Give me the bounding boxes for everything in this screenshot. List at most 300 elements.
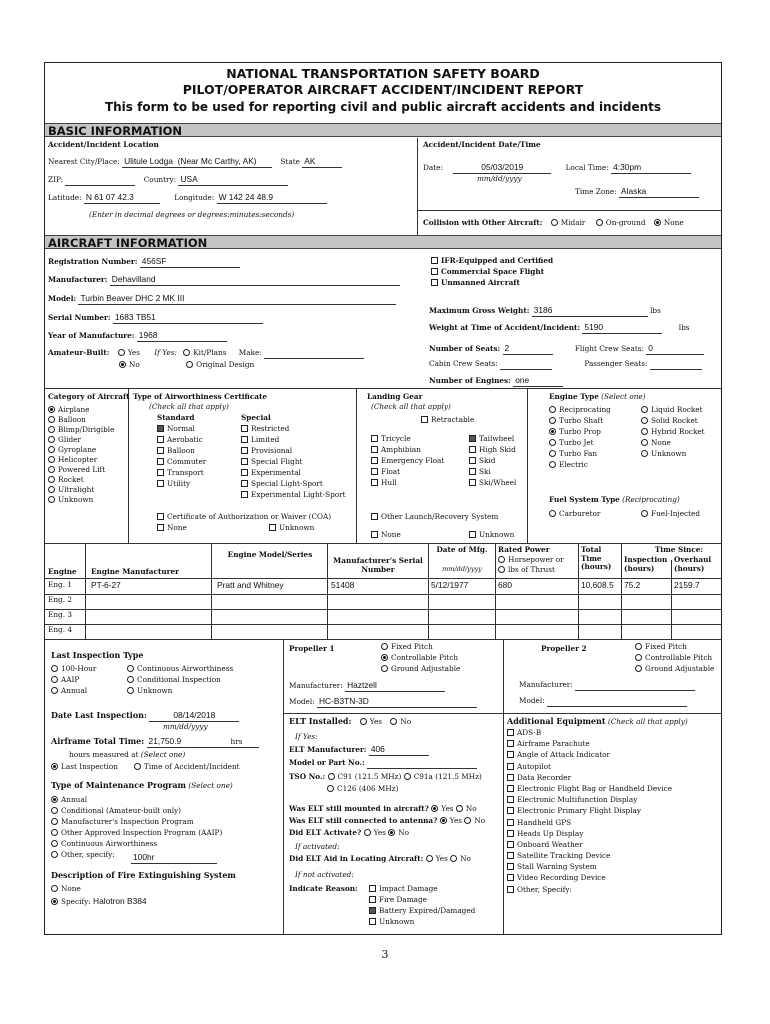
addl-list-stall-warning-system-label: Stall Warning System — [517, 862, 597, 872]
amateur-no-radio[interactable] — [119, 361, 126, 368]
passenger-seats-field[interactable] — [650, 360, 702, 370]
cat-list-rocket-radio[interactable] — [48, 476, 55, 483]
elt-aid-label: Did ELT Aid in Locating Aircraft: — [289, 854, 424, 863]
addl-list-data-recorder-checkbox[interactable] — [507, 774, 514, 781]
spec-list-experimental-light-sport-option[interactable] — [241, 491, 346, 502]
elt-model-field[interactable] — [367, 759, 477, 769]
spec-list-limited-checkbox[interactable] — [241, 436, 248, 443]
maint-list-other-specify-radio[interactable] — [51, 851, 58, 858]
original-design-option[interactable] — [186, 360, 254, 369]
last-inspection-label: Date Last Inspection: — [51, 710, 147, 720]
maint-list-annual-radio[interactable] — [51, 796, 58, 803]
other-launch-option[interactable] — [371, 513, 498, 522]
retractable-checkbox[interactable] — [421, 416, 428, 423]
p2-list-controllable-pitch-label: Controllable Pitch — [645, 653, 713, 662]
year-field[interactable]: 1968 — [137, 331, 227, 342]
gear-l-float-checkbox[interactable] — [371, 468, 378, 475]
engine-row-1-power[interactable]: 680 — [498, 581, 512, 590]
std-list-aerobatic-checkbox[interactable] — [157, 436, 164, 443]
et-col-8 — [671, 560, 672, 639]
reason-list-unknown-checkbox[interactable] — [369, 918, 376, 925]
et-r-solid-rocket-radio[interactable] — [641, 417, 648, 424]
et-head-overhaul: Overhaul (hours) — [674, 556, 712, 573]
et-head-date-format: mm/dd/yyyy — [442, 566, 482, 573]
cert-unknown-option[interactable] — [269, 524, 314, 533]
engine-row-1-insp[interactable]: 75.2 — [624, 581, 641, 590]
elt-aid-no-radio[interactable] — [450, 855, 457, 862]
prop2-mfr-field[interactable] — [575, 681, 695, 691]
elt-aid-yes-radio[interactable] — [426, 855, 433, 862]
et-head-model: Engine Model/Series — [227, 551, 313, 559]
commercial-space-label: Commercial Space Flight — [441, 267, 545, 276]
gear-unknown-checkbox[interactable] — [469, 531, 476, 538]
gear-none-option[interactable] — [371, 531, 401, 540]
gear-r-tailwheel-checkbox[interactable] — [469, 435, 476, 442]
on-ground-label: On-ground — [605, 218, 646, 227]
engines-label: Number of Engines: — [429, 376, 511, 385]
midair-label: Midair — [560, 218, 586, 227]
gear-r-skid-option[interactable] — [469, 457, 516, 468]
lat-field[interactable]: N 61 07 42.3 — [84, 193, 160, 204]
addl-list-other-specify-checkbox[interactable] — [507, 886, 514, 893]
carburetor-radio[interactable] — [549, 510, 556, 517]
date-field[interactable]: 05/03/2019 — [453, 163, 551, 174]
std-list-commuter-checkbox[interactable] — [157, 458, 164, 465]
fire-none-option[interactable] — [51, 885, 81, 894]
city-field[interactable] — [122, 157, 272, 168]
measured-toa-label: Time of Accident/Incident — [143, 762, 240, 771]
airframe-time-field[interactable]: 21,750.9 — [147, 737, 231, 748]
coa-option[interactable] — [157, 513, 331, 522]
et-l-turbo-fan-radio[interactable] — [549, 450, 556, 457]
et-horsepower-label: Horsepower — [508, 556, 554, 564]
et-horsepower-option[interactable] — [498, 556, 564, 565]
amateur-yes-radio[interactable] — [118, 349, 125, 356]
addl-list-other-specify-label: Other, Specify: — [517, 884, 572, 894]
maintenance-title: Type of Maintenance Program — [51, 780, 187, 790]
aircraft-info-band: AIRCRAFT INFORMATION — [45, 235, 721, 249]
std-list-utility-checkbox[interactable] — [157, 480, 164, 487]
elt-aid-yes-label: Yes — [435, 854, 448, 863]
prop2-mfr-row — [519, 681, 695, 691]
unmanned-label: Unmanned Aircraft — [441, 278, 520, 287]
addl-list-video-recording-device-checkbox[interactable] — [507, 874, 514, 881]
cat-list-powered-lift-radio[interactable] — [48, 466, 55, 473]
p1-list-controllable-pitch-label: Controllable Pitch — [391, 653, 459, 662]
elt-connected-yes-radio[interactable] — [440, 817, 447, 824]
amateur-yes-label: Yes — [127, 348, 140, 357]
addl-list-angle-of-attack-indicator-checkbox[interactable] — [507, 751, 514, 758]
gear-l-amphibian-checkbox[interactable] — [371, 446, 378, 453]
cat-list-ultralight-radio[interactable] — [48, 486, 55, 493]
original-design-radio[interactable] — [186, 361, 193, 368]
commercial-space-checkbox[interactable] — [431, 268, 438, 275]
et-horsepower-radio[interactable] — [498, 556, 505, 563]
engine-row-2-eng: Eng. 2 — [48, 596, 72, 604]
other-launch-checkbox[interactable] — [371, 513, 378, 520]
local-time-field[interactable]: 4:30pm — [611, 163, 691, 174]
spec-list-special-light-sport-checkbox[interactable] — [241, 480, 248, 487]
et-l-turbo-prop-radio[interactable] — [549, 428, 556, 435]
spec-list-experimental-checkbox[interactable] — [241, 469, 248, 476]
retractable-option[interactable] — [421, 416, 474, 425]
unmanned-option[interactable] — [431, 279, 520, 288]
fire-specify-value[interactable]: Halotron B384 — [93, 896, 147, 906]
p1-list-ground-adjustable-radio[interactable] — [381, 665, 388, 672]
other-launch-label: Other Launch/Recovery System — [381, 512, 499, 521]
cat-list-balloon-radio[interactable] — [48, 416, 55, 423]
maint-list-manufacturer-s-inspection-program-radio[interactable] — [51, 818, 58, 825]
commercial-space-option[interactable] — [431, 268, 544, 277]
elt-reason-label: Indicate Reason: — [289, 884, 358, 893]
et-r-hybrid-rocket-radio[interactable] — [641, 428, 648, 435]
addl-list-electronic-multifunction-display-label: Electronic Multifunction Display — [517, 795, 638, 805]
state-field[interactable]: AK — [302, 157, 342, 168]
city-label: Nearest City/Place: — [48, 157, 120, 166]
manufacturer-field[interactable]: Dehavilland — [110, 275, 400, 286]
elt-c91a-option[interactable] — [404, 772, 482, 781]
elt-connected-yes-label: Yes — [449, 816, 463, 825]
insp-r-unknown-option[interactable] — [127, 687, 233, 698]
measured-last-radio[interactable] — [51, 763, 58, 770]
elt-mfr-field[interactable]: 406 — [369, 745, 429, 756]
gear-r-ski-wheel-checkbox[interactable] — [469, 479, 476, 486]
prop1-mfr-label: Manufacturer: — [289, 681, 343, 690]
et-l-turbo-prop-label: Turbo Prop — [559, 427, 601, 436]
std-list-transport-label: Transport — [167, 468, 204, 477]
kit-radio[interactable] — [183, 349, 190, 356]
elt-ifactivated: If activated: — [295, 842, 340, 851]
addl-list — [507, 729, 672, 897]
elt-mounted-no-label: No — [465, 804, 477, 813]
insp-l-annual-radio[interactable] — [51, 687, 58, 694]
weight-field[interactable]: 5190 — [582, 323, 662, 334]
measured-toa-option[interactable] — [134, 762, 240, 771]
amateur-no-option[interactable] — [119, 360, 140, 369]
zip-row — [48, 175, 288, 186]
addl-list-autopilot-label: Autopilot — [517, 761, 551, 771]
reason-list-unknown-option[interactable] — [369, 918, 475, 929]
last-inspection-field[interactable]: 08/14/2018 — [149, 711, 239, 722]
prop2-title: Propeller 2 — [541, 644, 587, 653]
on-ground-radio[interactable] — [596, 219, 603, 226]
cat-list-unknown-radio[interactable] — [48, 496, 55, 503]
registration-field[interactable]: 456SF — [140, 257, 240, 268]
addl-list-onboard-weather-checkbox[interactable] — [507, 841, 514, 848]
et-l-turbo-shaft-label: Turbo Shaft — [559, 416, 604, 425]
mgw-field[interactable]: 3186 — [532, 306, 648, 317]
fuel-system-title: Fuel System Type — [549, 495, 620, 504]
addl-list-electronic-flight-bag-or-handheld-device-label: Electronic Flight Bag or Handheld Device — [517, 783, 673, 793]
addl-list-electronic-primary-flight-display-checkbox[interactable] — [507, 807, 514, 814]
gear-l-tricycle-checkbox[interactable] — [371, 435, 378, 442]
elt-c91-option[interactable] — [328, 772, 402, 781]
gear-none-checkbox[interactable] — [371, 531, 378, 538]
reason-list-unknown-label: Unknown — [379, 917, 415, 926]
cat-list-unknown-option[interactable] — [48, 496, 114, 506]
engine-row-1-model[interactable]: Pratt and Whitney — [217, 581, 284, 590]
cert-subtitle: (Check all that apply) — [149, 402, 229, 411]
kit-option[interactable] — [183, 348, 226, 357]
amateur-no-label: No — [129, 360, 140, 369]
maintenance-other-field[interactable]: 100hr — [131, 853, 217, 864]
engine-row-1-ovh[interactable]: 2159.7 — [674, 581, 700, 590]
prop2-model-field[interactable] — [547, 697, 687, 707]
airframe-time-unit: hrs — [231, 738, 259, 748]
amateur-yes-option[interactable] — [118, 348, 140, 357]
insp-r-continuous-airworthiness-radio[interactable] — [127, 665, 134, 672]
gear-r-ski-checkbox[interactable] — [469, 468, 476, 475]
elt-model-label: Model or Part No.: — [289, 758, 365, 767]
et-r-liquid-rocket-radio[interactable] — [641, 406, 648, 413]
cat-list-helicopter-radio[interactable] — [48, 456, 55, 463]
et-r-liquid-rocket-label: Liquid Rocket — [651, 405, 703, 414]
elt-mounted-row — [289, 805, 477, 814]
registration-label: Registration Number: — [48, 257, 138, 266]
insp-r-conditional-inspection-label: Conditional Inspection — [137, 675, 221, 684]
cert-divider — [356, 388, 357, 543]
insp-r-conditional-inspection-radio[interactable] — [127, 676, 134, 683]
fuel-injected-label: Fuel-Injected — [651, 509, 701, 518]
unmanned-checkbox[interactable] — [431, 279, 438, 286]
measured-select-hint: (Select one) — [140, 750, 186, 759]
ifr-checkbox[interactable] — [431, 257, 438, 264]
insp-r-continuous-airworthiness-label: Continuous Airworthiness — [137, 664, 234, 673]
addl-list-handheld-gps-checkbox[interactable] — [507, 819, 514, 826]
insp-l-aaip-label: AAIP — [61, 675, 80, 684]
cert-none-option[interactable] — [157, 524, 187, 533]
cat-list-glider-radio[interactable] — [48, 436, 55, 443]
p1-list-fixed-pitch-radio[interactable] — [381, 643, 388, 650]
et-head-manufacturer: Engine Manufacturer — [91, 568, 179, 576]
et-r-unknown-label: Unknown — [651, 449, 687, 458]
weight-row — [429, 323, 689, 334]
gear-l-hull-checkbox[interactable] — [371, 479, 378, 486]
gear-l-hull-option[interactable] — [371, 479, 444, 490]
prop1-mfr-field[interactable]: Haztzell — [345, 681, 445, 692]
elt-mounted-yes-radio[interactable] — [431, 805, 438, 812]
airframe-time-row — [51, 737, 259, 748]
std-list-normal-checkbox[interactable] — [157, 425, 164, 432]
et-l-turbo-jet-radio[interactable] — [549, 439, 556, 446]
maint-list-other-approved-inspection-program-aaip-radio[interactable] — [51, 829, 58, 836]
spec-list-restricted-checkbox[interactable] — [241, 425, 248, 432]
prop1-model-field[interactable]: HC-B3TN-3D — [317, 697, 477, 708]
p1-list-controllable-pitch-radio[interactable] — [381, 654, 388, 661]
gear-r-high-skid-checkbox[interactable] — [469, 446, 476, 453]
model-field[interactable]: Turbin Beaver DHC 2 MK III — [78, 294, 396, 305]
maint-list-conditional-amateur-built-only-radio[interactable] — [51, 807, 58, 814]
elt-installed-no[interactable] — [390, 717, 411, 726]
engines-row — [429, 376, 563, 387]
elt-installed-yes-label: Yes — [369, 717, 383, 726]
elt-mfr-row — [289, 745, 429, 756]
collision-row — [423, 219, 684, 228]
et-l-electric-option[interactable] — [549, 461, 611, 472]
elt-c126-option[interactable] — [327, 785, 398, 794]
p2-list-ground-adjustable-option[interactable] — [635, 665, 714, 676]
insp-l-aaip-radio[interactable] — [51, 676, 58, 683]
spec-list-special-flight-label: Special Flight — [251, 457, 303, 466]
engine-row-1-serial[interactable]: 51408 — [331, 581, 355, 590]
cert-unknown-checkbox[interactable] — [269, 524, 276, 531]
gear-r-skid-checkbox[interactable] — [469, 457, 476, 464]
elt-installed-row — [289, 717, 411, 727]
carburetor-label: Carburetor — [559, 509, 601, 518]
p2-list-controllable-pitch-radio[interactable] — [635, 654, 642, 661]
reason-list-impact-damage-checkbox[interactable] — [369, 885, 376, 892]
addl-list-autopilot-checkbox[interactable] — [507, 763, 514, 770]
elt-activate-no-radio[interactable] — [388, 829, 395, 836]
addl-list-heads-up-display-checkbox[interactable] — [507, 830, 514, 837]
cabin-crew-field[interactable] — [500, 360, 552, 370]
maint-list-other-approved-inspection-program-aaip-label: Other Approved Inspection Program (AAIP) — [61, 828, 223, 837]
country-label: Country: — [143, 175, 177, 184]
fuel-injected-option[interactable] — [641, 510, 700, 519]
elt-c126-radio[interactable] — [327, 785, 334, 792]
et-r-unknown-radio[interactable] — [641, 450, 648, 457]
et-l-electric-radio[interactable] — [549, 461, 556, 468]
elt-c91-label: C91 (121.5 MHz) — [337, 772, 402, 781]
spec-list-experimental-light-sport-label: Experimental Light-Sport — [251, 490, 346, 499]
elt-installed-no-radio[interactable] — [390, 718, 397, 725]
p1-list-fixed-pitch-label: Fixed Pitch — [391, 642, 433, 651]
serial-field[interactable]: 1683 TB51 — [113, 313, 263, 324]
reason-list-fire-damage-checkbox[interactable] — [369, 896, 376, 903]
insp-l-100-hour-radio[interactable] — [51, 665, 58, 672]
maint-list-continuous-airworthiness-radio[interactable] — [51, 840, 58, 847]
weight-label: Weight at Time of Accident/Incident: — [429, 323, 581, 332]
ifr-option[interactable] — [431, 257, 553, 266]
reason-list-battery-expired-damaged-checkbox[interactable] — [369, 907, 376, 914]
et-r-none-radio[interactable] — [641, 439, 648, 446]
elt-activate-yes-radio[interactable] — [364, 829, 371, 836]
addl-list-electronic-multifunction-display-checkbox[interactable] — [507, 796, 514, 803]
collision-label: Collision with Other Aircraft: — [423, 218, 543, 227]
et-l-turbo-shaft-radio[interactable] — [549, 417, 556, 424]
coa-checkbox[interactable] — [157, 513, 164, 520]
gear-l-emergency-float-checkbox[interactable] — [371, 457, 378, 464]
date-time-title: Accident/Incident Date/Time — [423, 140, 541, 149]
et-head-power: Rated Power — [498, 546, 550, 554]
engine-row-1-date[interactable]: 5/12/1977 — [431, 581, 469, 590]
cat-list-gyroplane-radio[interactable] — [48, 446, 55, 453]
std-list-balloon-checkbox[interactable] — [157, 447, 164, 454]
engine-row-1-total[interactable]: 10,608.5 — [581, 581, 614, 590]
p2-list-fixed-pitch-radio[interactable] — [635, 643, 642, 650]
elt-installed-label: ELT Installed: — [289, 716, 352, 726]
seats-field[interactable]: 2 — [503, 344, 553, 355]
fire-none-radio[interactable] — [51, 885, 58, 892]
gear-unknown-option[interactable] — [469, 531, 514, 540]
insp-r-unknown-radio[interactable] — [127, 687, 134, 694]
make-field[interactable] — [264, 349, 364, 359]
timezone-field[interactable]: Alaska — [619, 187, 699, 198]
coords-row — [48, 193, 327, 204]
none-label: None — [663, 218, 684, 227]
addl-list-electronic-flight-bag-or-handheld-device-checkbox[interactable] — [507, 785, 514, 792]
midair-radio[interactable] — [551, 219, 558, 226]
collision-none-option[interactable] — [654, 218, 684, 227]
country-field[interactable]: USA — [178, 175, 288, 186]
elt-connected-no-radio[interactable] — [464, 817, 471, 824]
fire-specify-radio[interactable] — [51, 898, 58, 905]
none-radio[interactable] — [654, 219, 661, 226]
gear-r-ski-wheel-label: Ski/Wheel — [479, 478, 517, 487]
addl-subtitle: (Check all that apply) — [607, 717, 688, 726]
addl-title: Additional Equipment — [507, 716, 606, 726]
std-list-utility-option[interactable] — [157, 480, 206, 491]
elt-c91-radio[interactable] — [328, 773, 335, 780]
lon-field[interactable]: W 142 24 48.9 — [217, 193, 327, 204]
insp-l-annual-option[interactable] — [51, 687, 96, 698]
et-thrust-radio[interactable] — [498, 566, 505, 573]
cert-none-checkbox[interactable] — [157, 524, 164, 531]
et-thrust-option[interactable] — [498, 566, 555, 575]
engine-row-1-mfr[interactable]: PT-6-27 — [91, 581, 121, 590]
collision-midair-option[interactable] — [551, 218, 586, 227]
spec-list-special-flight-checkbox[interactable] — [241, 458, 248, 465]
et-r-unknown-option[interactable] — [641, 450, 705, 461]
gear-r-ski-wheel-option[interactable] — [469, 479, 516, 490]
maintenance-subtitle: (Select one) — [188, 781, 233, 790]
elt-activate-no-label: No — [398, 828, 410, 837]
addl-list-airframe-parachute-checkbox[interactable] — [507, 740, 514, 747]
cert-special-list — [241, 425, 346, 502]
et-head-date: Date of Mfg. — [436, 546, 488, 554]
collision-ground-option[interactable] — [596, 218, 646, 227]
carburetor-option[interactable] — [549, 510, 600, 519]
addl-list-satellite-tracking-device-checkbox[interactable] — [507, 852, 514, 859]
p1-list-ground-adjustable-option[interactable] — [381, 665, 460, 676]
spec-list-experimental-light-sport-checkbox[interactable] — [241, 491, 248, 498]
flight-crew-seats-field[interactable]: 0 — [646, 344, 704, 355]
measured-toa-radio[interactable] — [134, 763, 141, 770]
fuel-injected-radio[interactable] — [641, 510, 648, 517]
elt-connected-label: Was ELT still connected to antenna? — [289, 816, 438, 825]
category-title: Category of Aircraft — [48, 392, 130, 401]
engine-row-4-eng: Eng. 4 — [48, 626, 72, 634]
maint-list-continuous-airworthiness-label: Continuous Airworthiness — [61, 839, 158, 848]
et-l-reciprocating-label: Reciprocating — [559, 405, 611, 414]
gear-l-hull-label: Hull — [381, 478, 397, 487]
gear-title: Landing Gear — [367, 392, 423, 401]
measured-last-option[interactable] — [51, 762, 118, 771]
cat-list-airplane-radio[interactable] — [48, 406, 55, 413]
insp-r-unknown-label: Unknown — [137, 686, 173, 695]
basic-divider — [417, 138, 418, 235]
addl-list-other-specify-option[interactable] — [507, 886, 672, 897]
elt-installed-yes-radio[interactable] — [360, 718, 367, 725]
kit-label: Kit/Plans — [193, 348, 227, 357]
std-list-transport-checkbox[interactable] — [157, 469, 164, 476]
addl-list-stall-warning-system-checkbox[interactable] — [507, 863, 514, 870]
elt-activate-label: Did ELT Activate? — [289, 828, 362, 837]
elt-mounted-no-radio[interactable] — [456, 805, 463, 812]
elt-c91a-radio[interactable] — [404, 773, 411, 780]
et-l-reciprocating-radio[interactable] — [549, 406, 556, 413]
measured-label: hours measured at — [69, 750, 139, 759]
addl-list-ads-b-checkbox[interactable] — [507, 729, 514, 736]
spec-list-provisional-checkbox[interactable] — [241, 447, 248, 454]
engines-field[interactable]: one — [513, 376, 563, 387]
engine-row-divider — [45, 624, 721, 625]
elt-installed-yes[interactable] — [360, 717, 382, 726]
zip-field[interactable] — [65, 176, 135, 186]
cat-list-blimp-dirigible-radio[interactable] — [48, 426, 55, 433]
date-format-hint: mm/dd/yyyy — [477, 174, 522, 183]
p2-list-ground-adjustable-radio[interactable] — [635, 665, 642, 672]
